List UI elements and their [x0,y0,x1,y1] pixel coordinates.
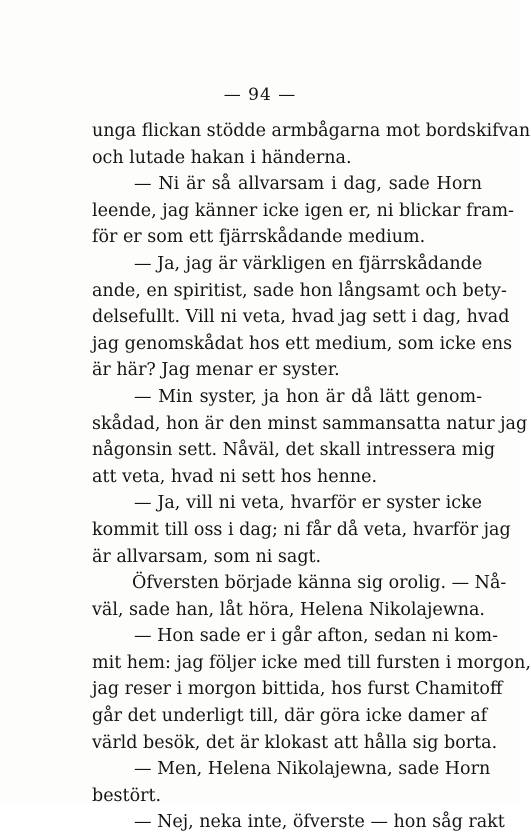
text-line: unga flickan stödde armbågarna mot bordskifvan [92,121,531,141]
text-line: värld besök, det är klokast att hålla sig borta. [92,732,498,753]
text-line: — Min syster, ja hon är då lätt genom- [134,386,482,407]
text-line: att veta, hvad ni sett hos henne. [92,466,378,487]
text-line: ande, en spiritist, sade hon långsamt och bety- [92,280,507,301]
text-line: Öfversten började känna sig orolig. — Nå- [132,573,507,594]
text-line: och lutade hakan i händerna. [92,147,352,168]
text-line: delsefullt. Vill ni veta, hvad jag sett i dag, hvad [92,307,510,328]
text-line: bestört. [92,785,162,806]
text-line: är här? Jag menar er syster. [92,360,340,381]
text-line: för er som ett fjärrskådande medium. [92,227,426,248]
text-line: går det underligt till, där göra icke damer af [92,706,488,727]
text-line: väl, sade han, låt höra, Helena Nikolajewna. [92,599,485,620]
text-line: — Ja, jag är värkligen en fjärrskådande [134,253,483,274]
page-number: — 94 — [223,85,297,105]
text-line: är allvarsam, som ni sagt. [92,546,322,567]
text-line: — Hon sade er i går afton, sedan ni kom- [134,626,498,647]
text-line: jag genomskådat hos ett medium, som icke ens [92,333,513,354]
text-line: kommit till oss i dag; ni får då veta, hvarför jag [92,519,511,540]
text-line: leende, jag känner icke igen er, ni blickar fram- [92,200,514,221]
text-line: — Nej, neka inte, öfverste — hon såg rakt [134,812,505,833]
body-text [92,118,531,836]
text-line: mit hem: jag följer icke med till fursten i morgon, [92,652,531,673]
text-line: någonsin sett. Nåväl, det skall intressera mig [92,440,496,461]
text-line: — Ja, vill ni veta, hvarför er syster icke [134,493,482,514]
text-line: — Ni är så allvarsam i dag, sade Horn [134,174,482,195]
text-line: jag reser i morgon bittida, hos furst Chamitoff [92,679,503,700]
text-line: — Men, Helena Nikolajewna, sade Horn [134,759,491,780]
text-line: skådad, hon är den minst sammansatta natur jag [92,413,528,434]
